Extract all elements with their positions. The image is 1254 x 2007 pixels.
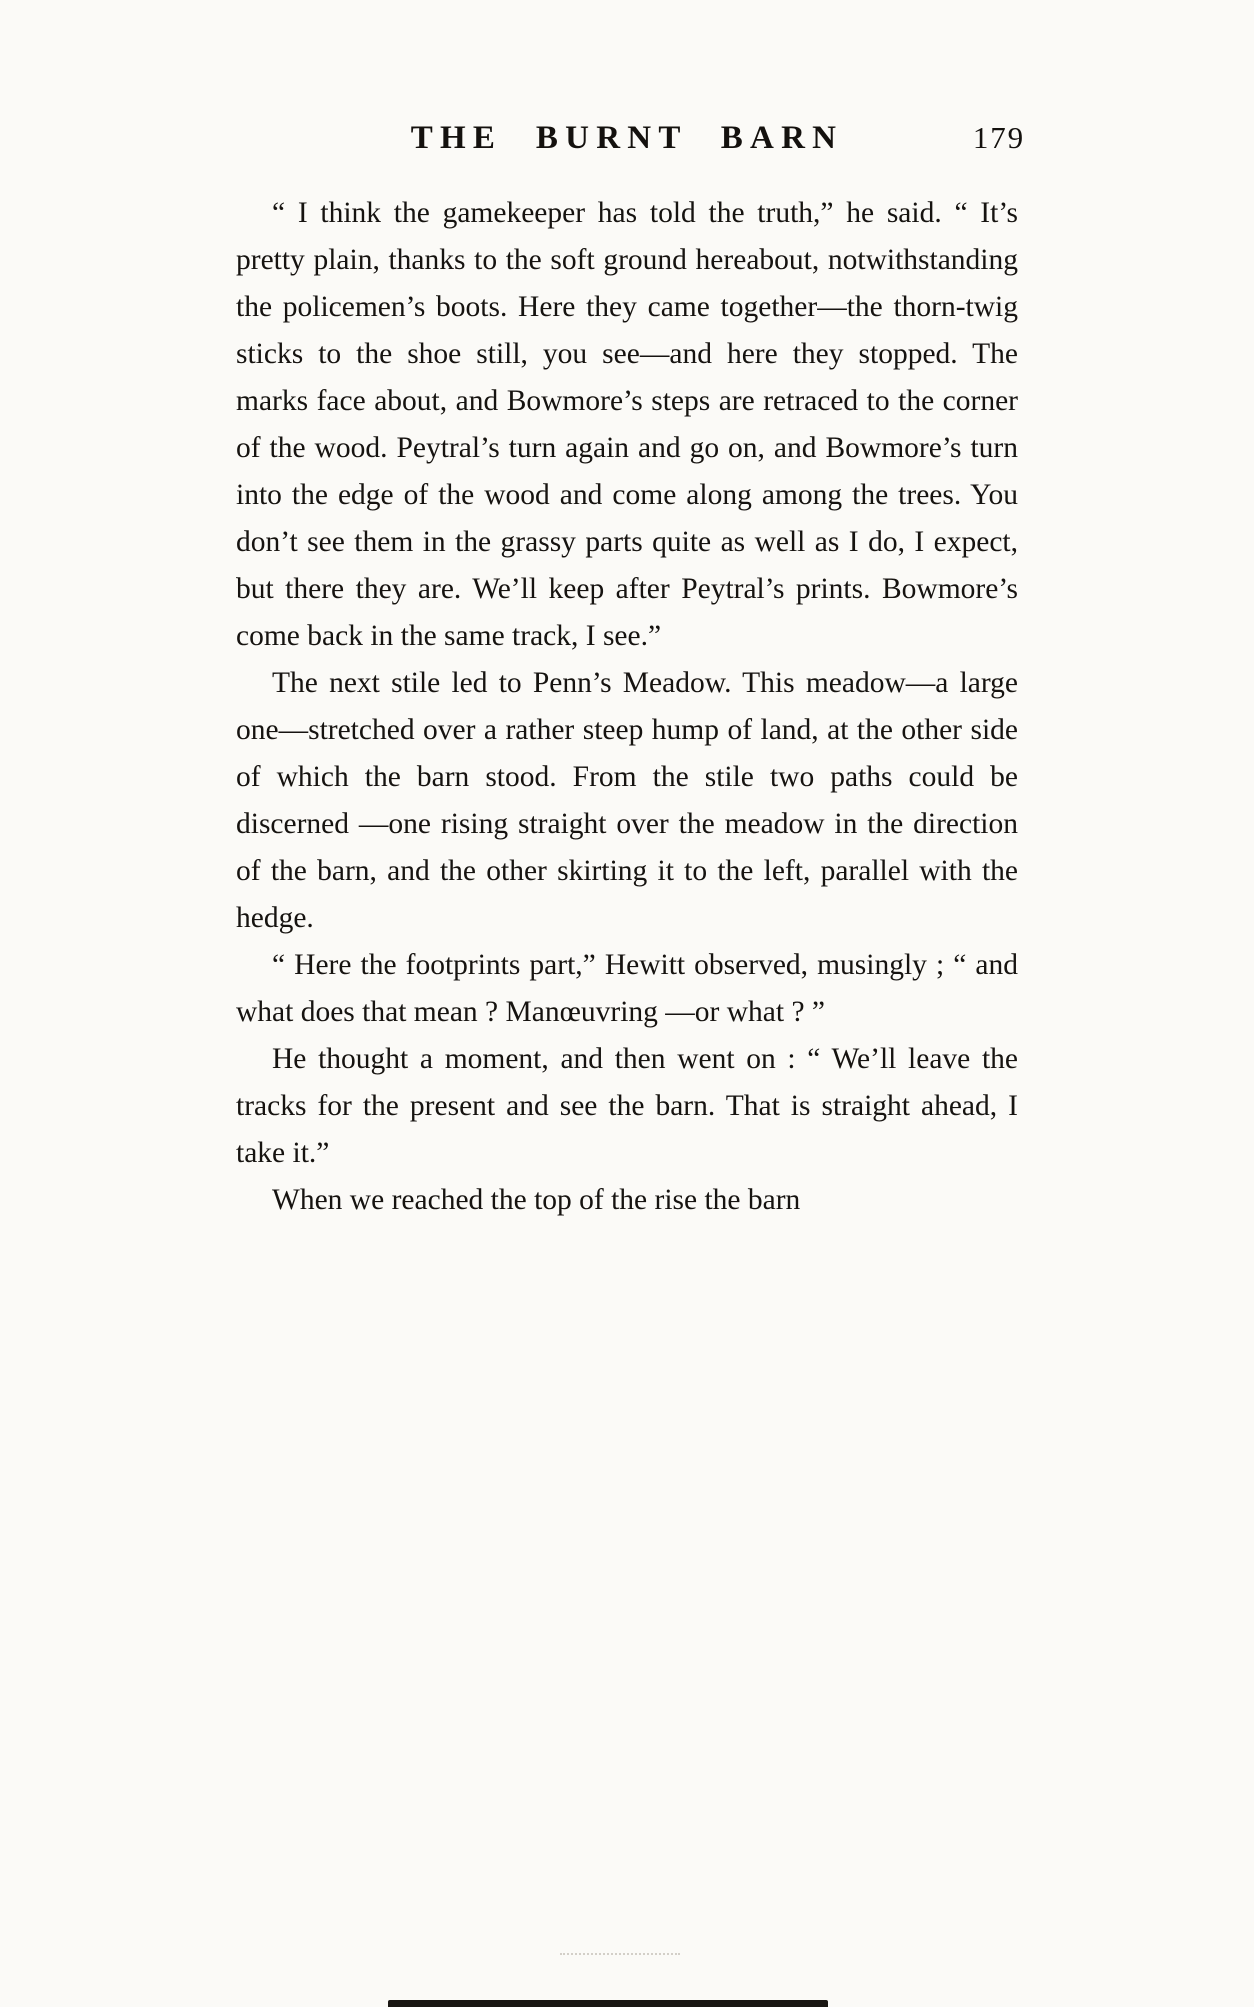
scan-speck [560,1950,680,1955]
scan-artifact [388,2000,828,2007]
page-body [236,176,1018,1224]
paragraph: “ Here the footprints part,” Hewitt observed, musingly ; “ and what does that mean ? Manœuvring —or what ? ” [236,949,1018,1028]
page-number: 179 [972,120,1025,155]
paragraph: “ I think the gamekeeper has told the truth,” he said. “ It’s pretty plain, thanks to the soft ground hereabout, notwithstanding the policemen’s boots. Here they came together—the thorn-twig sticks to the shoe still, you see—and here they stopped. The marks face about, and Bowmore’s steps are retraced to the corner of the wood. Peytral’s turn again and go on, and Bowmore’s turn into the edge of the wood and come along among the trees. You don’t see them in the grassy parts quite as well as I do, I expect, but there they are. We’ll keep after Peytral’s prints. Bowmore’s come back in the same track, I see.” [236,197,1018,652]
paragraph: When we reached the top of the rise the barn [272,1184,801,1216]
page-header [237,0,1025,176]
paragraph: The next stile led to Penn’s Meadow. This meadow—a large one—stretched over a rather steep hump of land, at the other side of which the barn stood. From the stile two paths could be discerned —one rising straight over the meadow in the direction of the barn, and the other skirting it to the left, parallel with the hedge. [236,667,1018,934]
page-title: THE BURNT BARN [410,120,844,156]
paragraph: He thought a moment, and then went on : “ We’ll leave the tracks for the present and see the barn. That is straight ahead, I take it.” [236,1043,1018,1169]
